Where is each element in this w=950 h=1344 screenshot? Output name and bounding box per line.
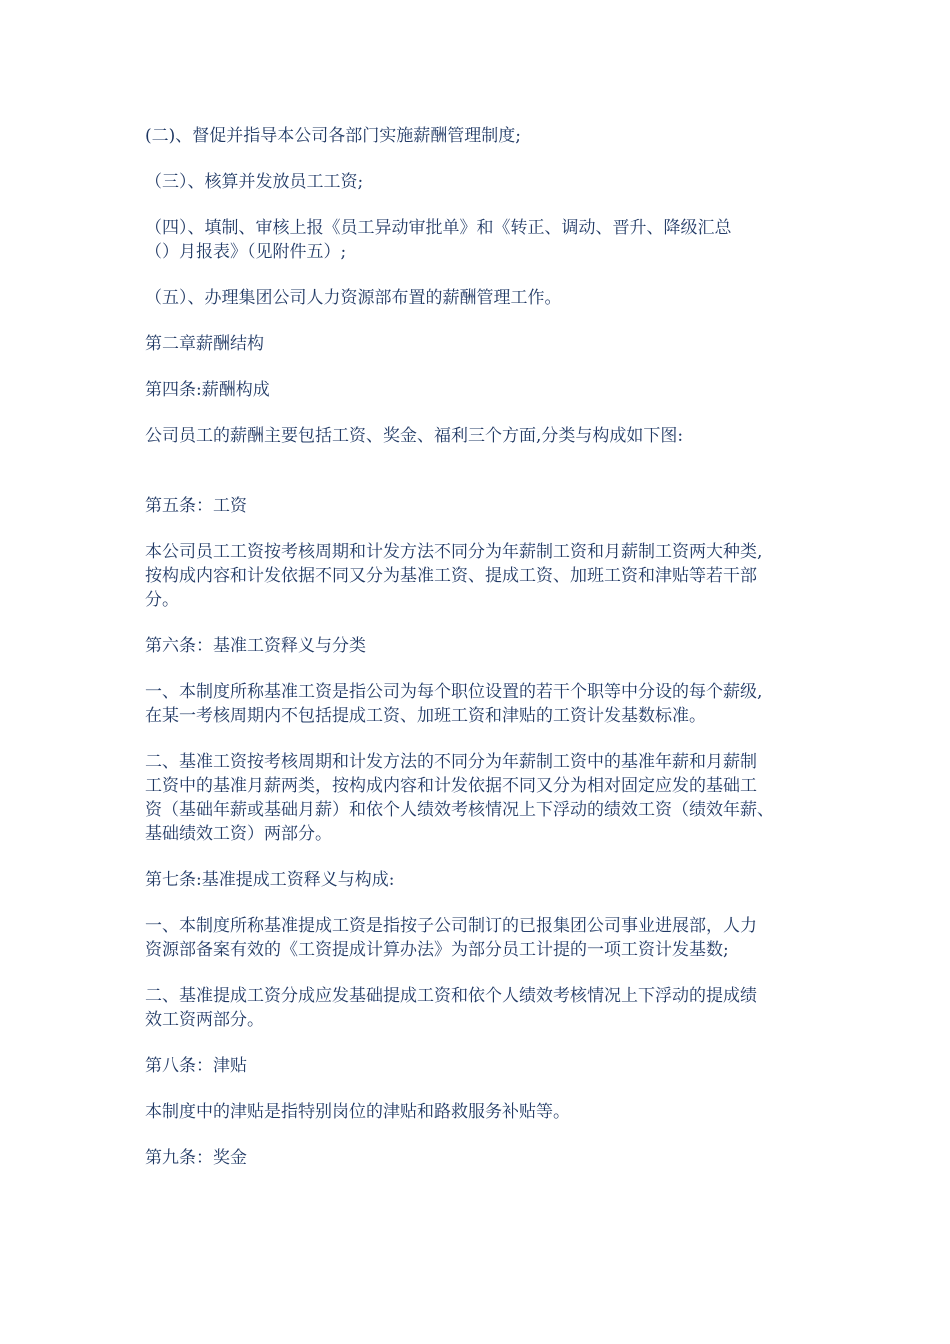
text-line: 一、本制度所称基准提成工资是指按子公司制订的已报集团公司事业进展部，人力 <box>145 916 757 936</box>
article-7-item-2 <box>145 984 820 1032</box>
article-5-body <box>145 540 820 612</box>
text-line: 工资中的基准月薪两类，按构成内容和计发依据不同又分为相对固定应发的基础工 <box>145 776 757 796</box>
article-7-item-1 <box>145 914 820 962</box>
text-line: 第二章薪酬结构 <box>145 334 264 354</box>
text-line: 公司员工的薪酬主要包括工资、奖金、福利三个方面,分类与构成如下图: <box>145 426 684 446</box>
paragraph-duty-4 <box>145 216 820 264</box>
paragraph-duty-5 <box>145 286 820 310</box>
text-line: 本公司员工工资按考核周期和计发方法不同分为年薪制工资和月薪制工资两大种类, <box>145 542 763 562</box>
document-body <box>145 124 820 1192</box>
text-line: 第五条：工资 <box>145 496 247 516</box>
article-6-heading <box>145 634 820 658</box>
text-line: 资源部备案有效的《工资提成计算办法》为部分员工计提的一项工资计发基数; <box>145 940 729 960</box>
text-line: 本制度中的津贴是指特别岗位的津贴和路救服务补贴等。 <box>145 1102 570 1122</box>
article-8-body <box>145 1100 820 1124</box>
text-line: 按构成内容和计发依据不同又分为基准工资、提成工资、加班工资和津贴等若干部 <box>145 566 757 586</box>
text-line: 第七条:基准提成工资释义与构成: <box>145 870 395 890</box>
text-line: （四）、填制、审核上报《员工异动审批单》和《转正、调动、晋升、降级汇总 <box>145 218 732 238</box>
paragraph-duty-2 <box>145 124 820 148</box>
text-line: 效工资两部分。 <box>145 1010 264 1030</box>
article-8-heading <box>145 1054 820 1078</box>
article-5-heading <box>145 494 820 518</box>
text-line: （）月报表》（见附件五）; <box>145 242 347 262</box>
chapter-heading <box>145 332 820 356</box>
text-line: 第八条：津贴 <box>145 1056 247 1076</box>
text-line: 二、基准提成工资分成应发基础提成工资和依个人绩效考核情况上下浮动的提成绩 <box>145 986 757 1006</box>
article-6-item-1 <box>145 680 820 728</box>
text-line: （五）、办理集团公司人力资源部布置的薪酬管理工作。 <box>145 288 562 308</box>
article-9-heading <box>145 1146 820 1170</box>
article-4-heading <box>145 378 820 402</box>
text-line: 分。 <box>145 590 179 610</box>
article-7-heading <box>145 868 820 892</box>
text-line: (二)、督促并指导本公司各部门实施薪酬管理制度; <box>145 126 521 146</box>
text-line: 在某一考核周期内不包括提成工资、加班工资和津贴的工资计发基数标准。 <box>145 706 706 726</box>
text-line: 第九条：奖金 <box>145 1148 247 1168</box>
article-4-body <box>145 424 820 448</box>
text-line: 资（基础年薪或基础月薪）和依个人绩效考核情况上下浮动的绩效工资（绩效年薪、 <box>145 800 774 820</box>
text-line: 第四条:薪酬构成 <box>145 380 270 400</box>
text-line: 二、基准工资按考核周期和计发方法的不同分为年薪制工资中的基准年薪和月薪制 <box>145 752 757 772</box>
paragraph-duty-3 <box>145 170 820 194</box>
text-line: （三）、核算并发放员工工资; <box>145 172 364 192</box>
text-line: 基础绩效工资）两部分。 <box>145 824 332 844</box>
figure-placeholder-gap <box>145 470 820 494</box>
article-6-item-2 <box>145 750 820 846</box>
text-line: 一、本制度所称基准工资是指公司为每个职位设置的若干个职等中分设的每个薪级, <box>145 682 763 702</box>
text-line: 第六条：基准工资释义与分类 <box>145 636 366 656</box>
